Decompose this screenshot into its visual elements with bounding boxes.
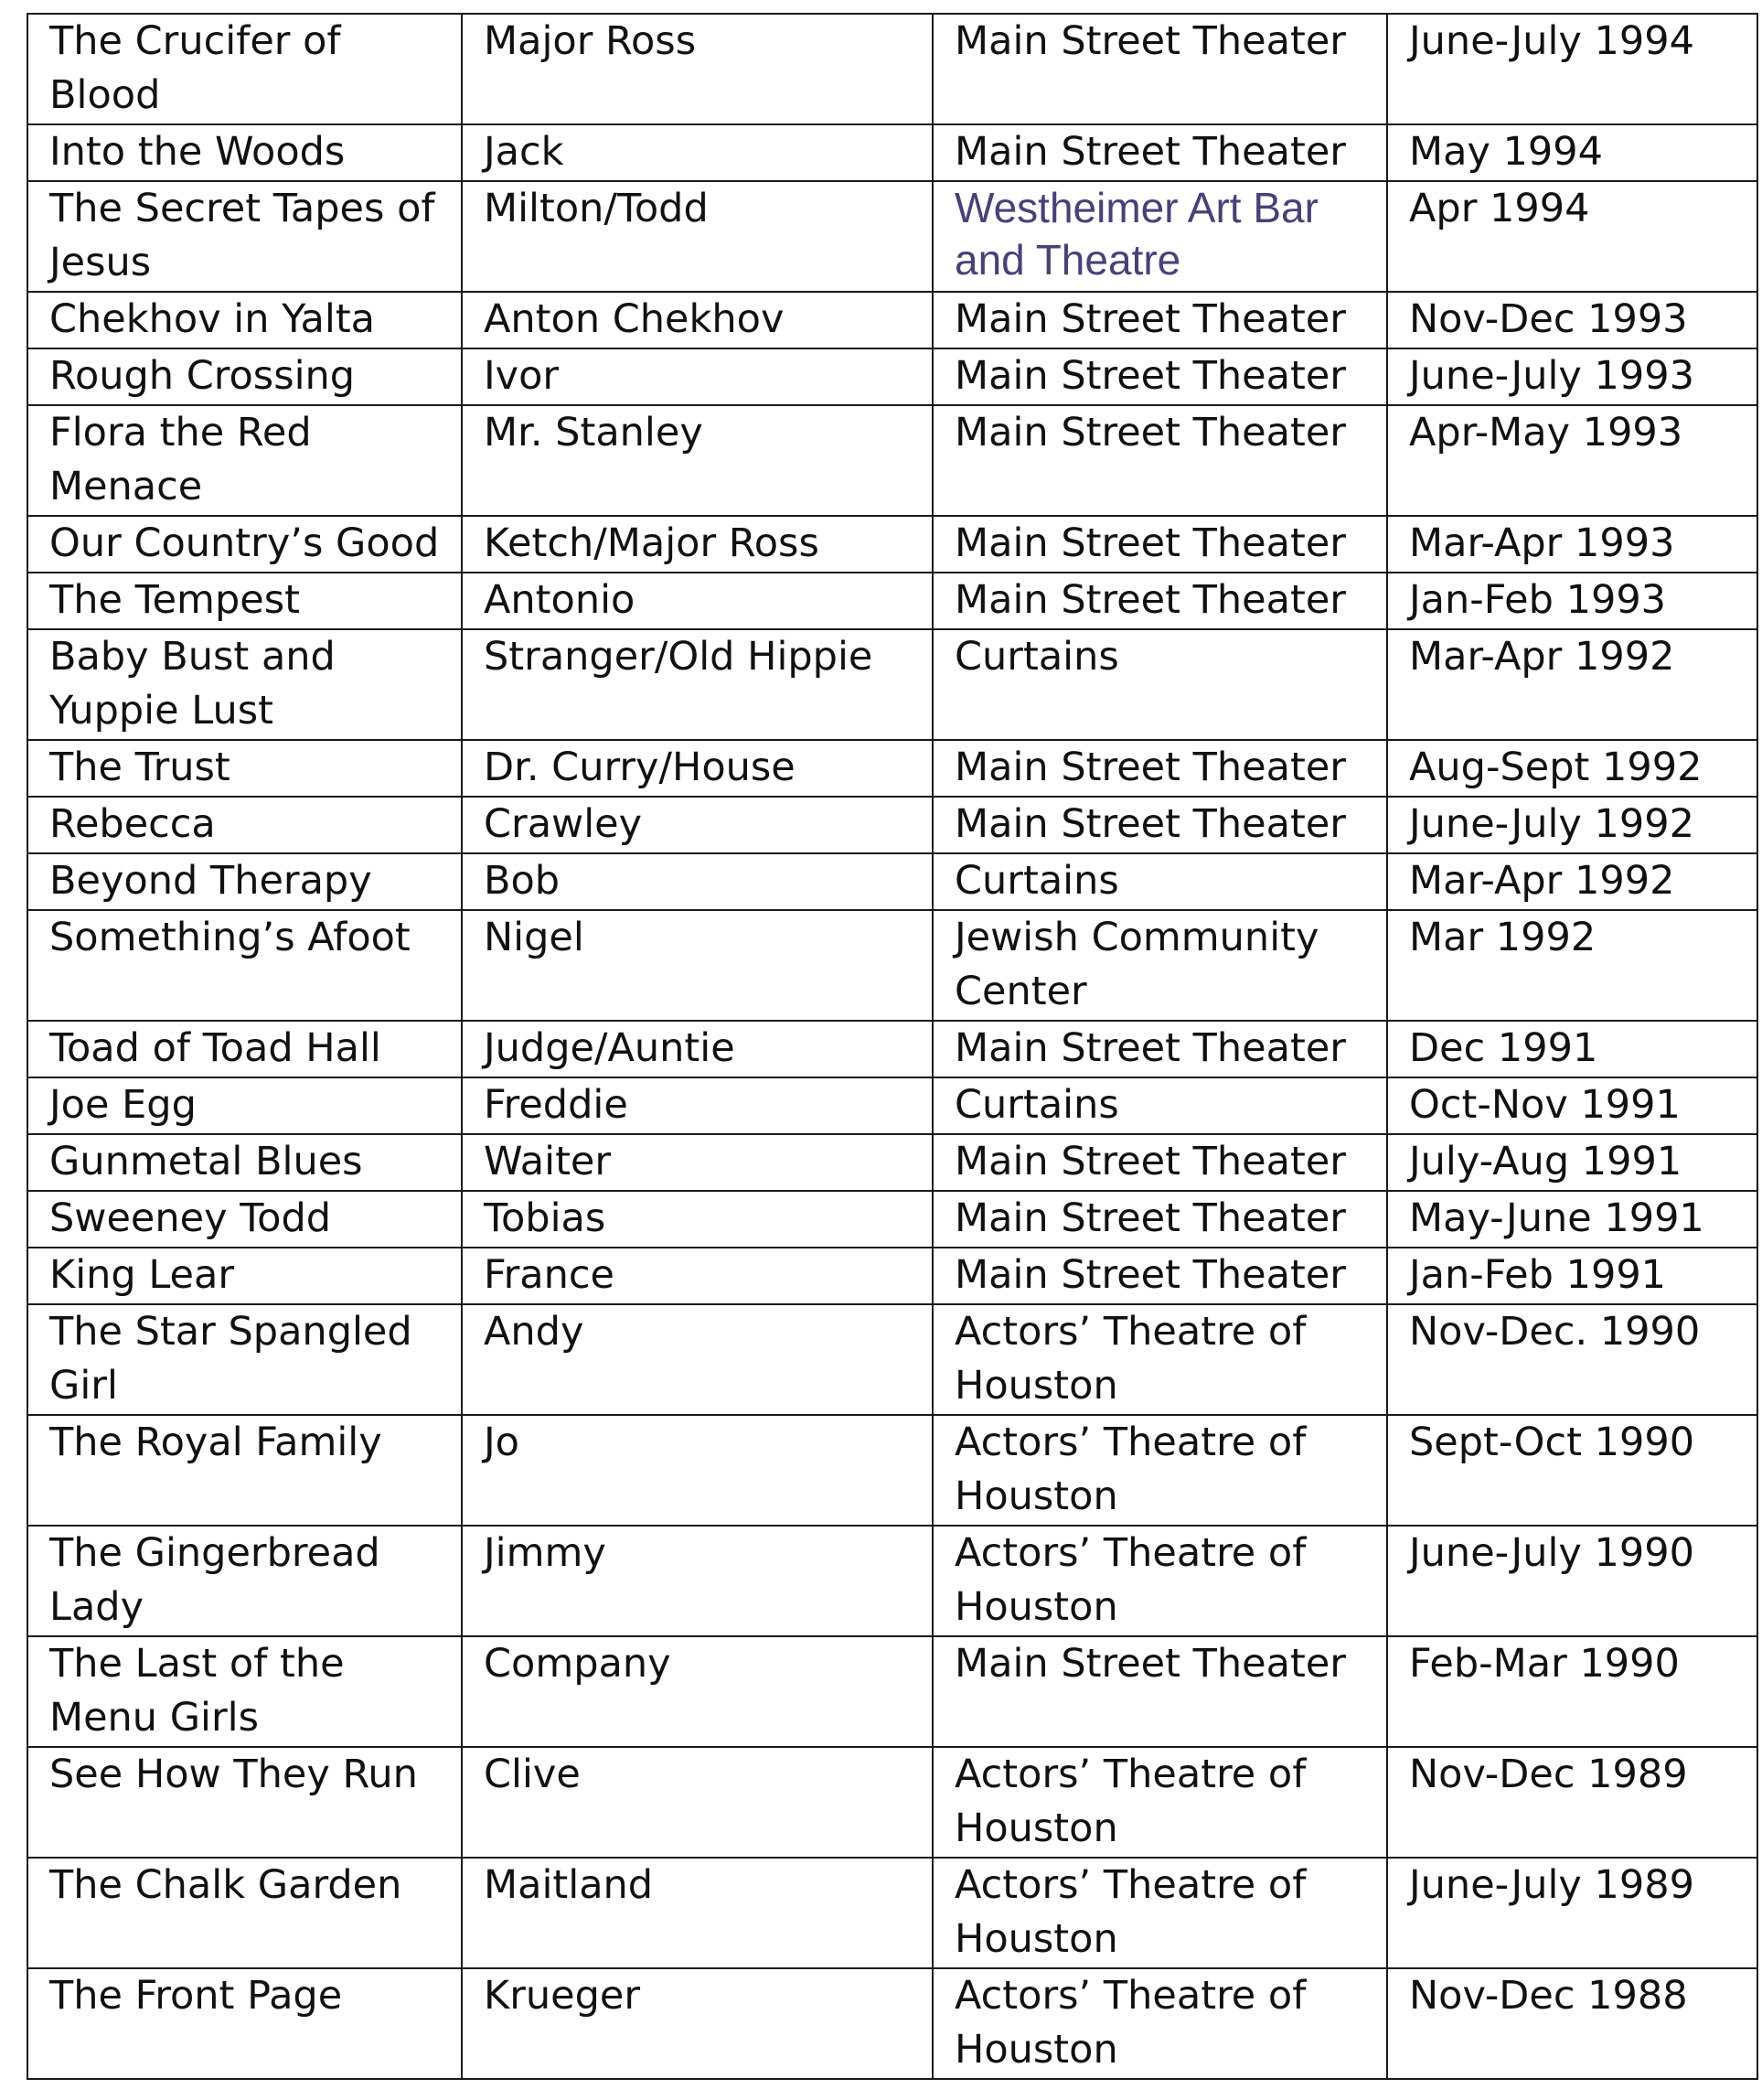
role-cell: Ketch/Major Ross — [462, 516, 933, 573]
table-row — [27, 1747, 1757, 1858]
table-row — [27, 740, 1757, 797]
venue-cell: Actors’ Theatre of Houston — [933, 1747, 1387, 1858]
table-row — [27, 1248, 1757, 1304]
venue-cell: Main Street Theater — [933, 1134, 1387, 1191]
show-title-cell: King Lear — [27, 1248, 462, 1304]
venue-cell: Main Street Theater — [933, 1191, 1387, 1248]
role-cell: Antonio — [462, 573, 933, 629]
date-cell: Nov-Dec 1988 — [1387, 1968, 1757, 2079]
show-title-cell: Our Country’s Good — [27, 516, 462, 573]
table-row — [27, 14, 1757, 124]
role-cell: Tobias — [462, 1191, 933, 1248]
table-row — [27, 1021, 1757, 1077]
date-cell: Apr 1994 — [1387, 181, 1757, 292]
credits-body — [27, 14, 1757, 2079]
date-cell: Nov-Dec 1989 — [1387, 1747, 1757, 1858]
venue-cell: Main Street Theater — [933, 348, 1387, 405]
date-cell: Mar-Apr 1992 — [1387, 853, 1757, 910]
venue-cell: Curtains — [933, 1077, 1387, 1134]
table-row — [27, 629, 1757, 740]
table-row — [27, 1191, 1757, 1248]
date-cell: Aug-Sept 1992 — [1387, 740, 1757, 797]
show-title-cell: Toad of Toad Hall — [27, 1021, 462, 1077]
role-cell: Waiter — [462, 1134, 933, 1191]
show-title-cell: Chekhov in Yalta — [27, 292, 462, 348]
venue-cell: Main Street Theater — [933, 516, 1387, 573]
show-title-cell: Joe Egg — [27, 1077, 462, 1134]
date-cell: June-July 1994 — [1387, 14, 1757, 124]
show-title-cell: Sweeney Todd — [27, 1191, 462, 1248]
show-title-cell: See How They Run — [27, 1747, 462, 1858]
role-cell: Anton Chekhov — [462, 292, 933, 348]
role-cell: Bob — [462, 853, 933, 910]
show-title-cell: The Last of the Menu Girls — [27, 1636, 462, 1747]
date-cell: May 1994 — [1387, 124, 1757, 181]
venue-cell: Main Street Theater — [933, 1248, 1387, 1304]
table-row — [27, 124, 1757, 181]
date-cell: Mar 1992 — [1387, 910, 1757, 1021]
date-cell: July-Aug 1991 — [1387, 1134, 1757, 1191]
role-cell: Mr. Stanley — [462, 405, 933, 516]
role-cell: Maitland — [462, 1858, 933, 1968]
venue-cell: Westheimer Art Bar and Theatre — [933, 181, 1387, 292]
role-cell: Jimmy — [462, 1526, 933, 1636]
show-title-cell: The Crucifer of Blood — [27, 14, 462, 124]
show-title-cell: The Gingerbread Lady — [27, 1526, 462, 1636]
show-title-cell: Gunmetal Blues — [27, 1134, 462, 1191]
table-row — [27, 573, 1757, 629]
role-cell: Judge/Auntie — [462, 1021, 933, 1077]
show-title-cell: The Front Page — [27, 1968, 462, 2079]
table-row — [27, 1858, 1757, 1968]
venue-cell: Actors’ Theatre of Houston — [933, 1968, 1387, 2079]
venue-cell: Main Street Theater — [933, 573, 1387, 629]
date-cell: Nov-Dec. 1990 — [1387, 1304, 1757, 1415]
date-cell: Sept-Oct 1990 — [1387, 1415, 1757, 1526]
venue-cell: Main Street Theater — [933, 124, 1387, 181]
show-title-cell: Flora the Red Menace — [27, 405, 462, 516]
show-title-cell: The Chalk Garden — [27, 1858, 462, 1968]
show-title-cell: The Royal Family — [27, 1415, 462, 1526]
date-cell: Mar-Apr 1992 — [1387, 629, 1757, 740]
role-cell: Milton/Todd — [462, 181, 933, 292]
role-cell: Jack — [462, 124, 933, 181]
table-row — [27, 1636, 1757, 1747]
role-cell: Freddie — [462, 1077, 933, 1134]
venue-cell: Actors’ Theatre of Houston — [933, 1415, 1387, 1526]
role-cell: Major Ross — [462, 14, 933, 124]
table-row — [27, 853, 1757, 910]
venue-cell: Actors’ Theatre of Houston — [933, 1304, 1387, 1415]
show-title-cell: Rough Crossing — [27, 348, 462, 405]
venue-cell: Main Street Theater — [933, 405, 1387, 516]
role-cell: Dr. Curry/House — [462, 740, 933, 797]
show-title-cell: Into the Woods — [27, 124, 462, 181]
venue-cell: Jewish Community Center — [933, 910, 1387, 1021]
role-cell: Ivor — [462, 348, 933, 405]
venue-cell: Main Street Theater — [933, 797, 1387, 853]
venue-cell: Main Street Theater — [933, 1021, 1387, 1077]
venue-cell: Main Street Theater — [933, 1636, 1387, 1747]
role-cell: Andy — [462, 1304, 933, 1415]
role-cell: Krueger — [462, 1968, 933, 2079]
date-cell: Nov-Dec 1993 — [1387, 292, 1757, 348]
show-title-cell: The Secret Tapes of Jesus — [27, 181, 462, 292]
role-cell: Stranger/Old Hippie — [462, 629, 933, 740]
date-cell: Jan-Feb 1991 — [1387, 1248, 1757, 1304]
table-row — [27, 1077, 1757, 1134]
role-cell: Company — [462, 1636, 933, 1747]
table-row — [27, 1968, 1757, 2079]
date-cell: Mar-Apr 1993 — [1387, 516, 1757, 573]
venue-cell: Actors’ Theatre of Houston — [933, 1858, 1387, 1968]
show-title-cell: The Trust — [27, 740, 462, 797]
role-cell: Jo — [462, 1415, 933, 1526]
show-title-cell: The Star Spangled Girl — [27, 1304, 462, 1415]
table-row — [27, 1415, 1757, 1526]
date-cell: Oct-Nov 1991 — [1387, 1077, 1757, 1134]
table-row — [27, 405, 1757, 516]
date-cell: Jan-Feb 1993 — [1387, 573, 1757, 629]
venue-cell: Main Street Theater — [933, 14, 1387, 124]
show-title-cell: Beyond Therapy — [27, 853, 462, 910]
date-cell: June-July 1992 — [1387, 797, 1757, 853]
role-cell: Crawley — [462, 797, 933, 853]
role-cell: Nigel — [462, 910, 933, 1021]
venue-cell: Curtains — [933, 853, 1387, 910]
date-cell: Dec 1991 — [1387, 1021, 1757, 1077]
table-row — [27, 1134, 1757, 1191]
credits-table — [27, 13, 1758, 2080]
role-cell: France — [462, 1248, 933, 1304]
date-cell: Feb-Mar 1990 — [1387, 1636, 1757, 1747]
show-title-cell: The Tempest — [27, 573, 462, 629]
date-cell: June-July 1989 — [1387, 1858, 1757, 1968]
table-row — [27, 797, 1757, 853]
venue-cell: Curtains — [933, 629, 1387, 740]
role-cell: Clive — [462, 1747, 933, 1858]
table-row — [27, 292, 1757, 348]
venue-cell: Main Street Theater — [933, 292, 1387, 348]
venue-cell: Main Street Theater — [933, 740, 1387, 797]
table-row — [27, 1304, 1757, 1415]
table-row — [27, 181, 1757, 292]
date-cell: June-July 1993 — [1387, 348, 1757, 405]
show-title-cell: Rebecca — [27, 797, 462, 853]
table-row — [27, 348, 1757, 405]
venue-cell: Actors’ Theatre of Houston — [933, 1526, 1387, 1636]
table-row — [27, 1526, 1757, 1636]
date-cell: June-July 1990 — [1387, 1526, 1757, 1636]
show-title-cell: Baby Bust and Yuppie Lust — [27, 629, 462, 740]
date-cell: May-June 1991 — [1387, 1191, 1757, 1248]
table-row — [27, 910, 1757, 1021]
table-row — [27, 516, 1757, 573]
date-cell: Apr-May 1993 — [1387, 405, 1757, 516]
show-title-cell: Something’s Afoot — [27, 910, 462, 1021]
